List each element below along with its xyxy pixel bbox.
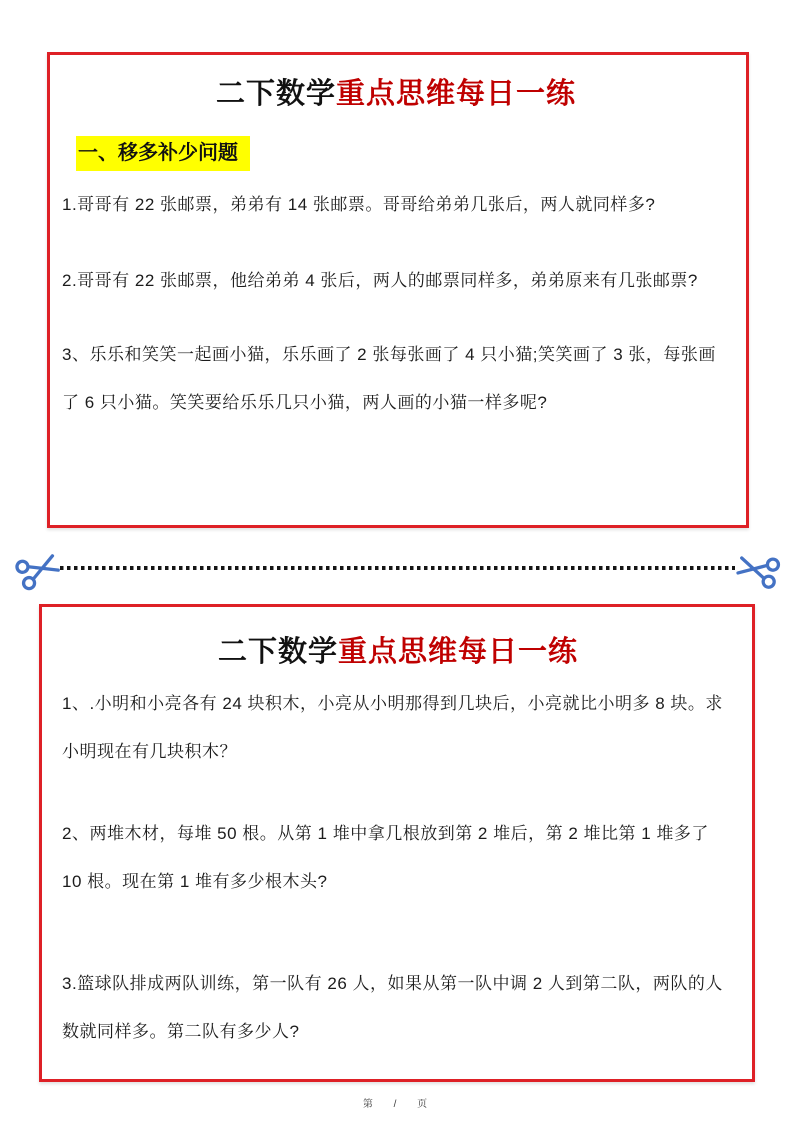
worksheet-title xyxy=(62,75,730,114)
section-heading-highlight: 一、移多补少问题 xyxy=(76,136,250,171)
question-text: 1、.小明和小亮各有 24 块积木，小亮从小明那得到几块后，小亮就比小明多 8 块。求小明现在有几块积木？ xyxy=(62,694,723,762)
title-grade-part: 二下数学 xyxy=(217,636,338,668)
scissors-icon xyxy=(731,543,784,596)
worksheet-card-top xyxy=(47,52,749,528)
question-text: 1.哥哥有 22 张邮票，弟弟有 14 张邮票。哥哥给弟弟几张后，两人就同样多? xyxy=(62,195,656,215)
title-topic-part: 重点思维每日一练 xyxy=(338,636,579,668)
page-footer: 第 / 页 xyxy=(362,1099,431,1110)
worksheet-title xyxy=(62,633,734,672)
worksheet-card-bottom xyxy=(39,604,755,1082)
question-text: 3.篮球队排成两队训练，第一队有 26 人，如果从第一队中调 2 人到第二队，两队的人数就同样多。第二队有多少人? xyxy=(62,974,723,1042)
question-text: 2、两堆木材，每堆 50 根。从第 1 堆中拿几根放到第 2 堆后，第 2 堆比第 1 堆多了 10 根。现在第 1 堆有多少根木头? xyxy=(62,824,709,892)
question-text: 3、乐乐和笑笑一起画小猫，乐乐画了 2 张每张画了 4 只小猫;笑笑画了 3 张，每张画了 6 只小猫。笑笑要给乐乐几只小猫，两人画的小猫一样多呢? xyxy=(62,345,716,413)
cut-dotted-line xyxy=(60,566,735,570)
title-topic-part: 重点思维每日一练 xyxy=(336,78,577,110)
title-grade-part: 二下数学 xyxy=(215,78,336,110)
scissors-icon xyxy=(9,541,66,598)
question-text: 2.哥哥有 22 张邮票，他给弟弟 4 张后，两人的邮票同样多，弟弟原来有几张邮票? xyxy=(62,271,698,291)
